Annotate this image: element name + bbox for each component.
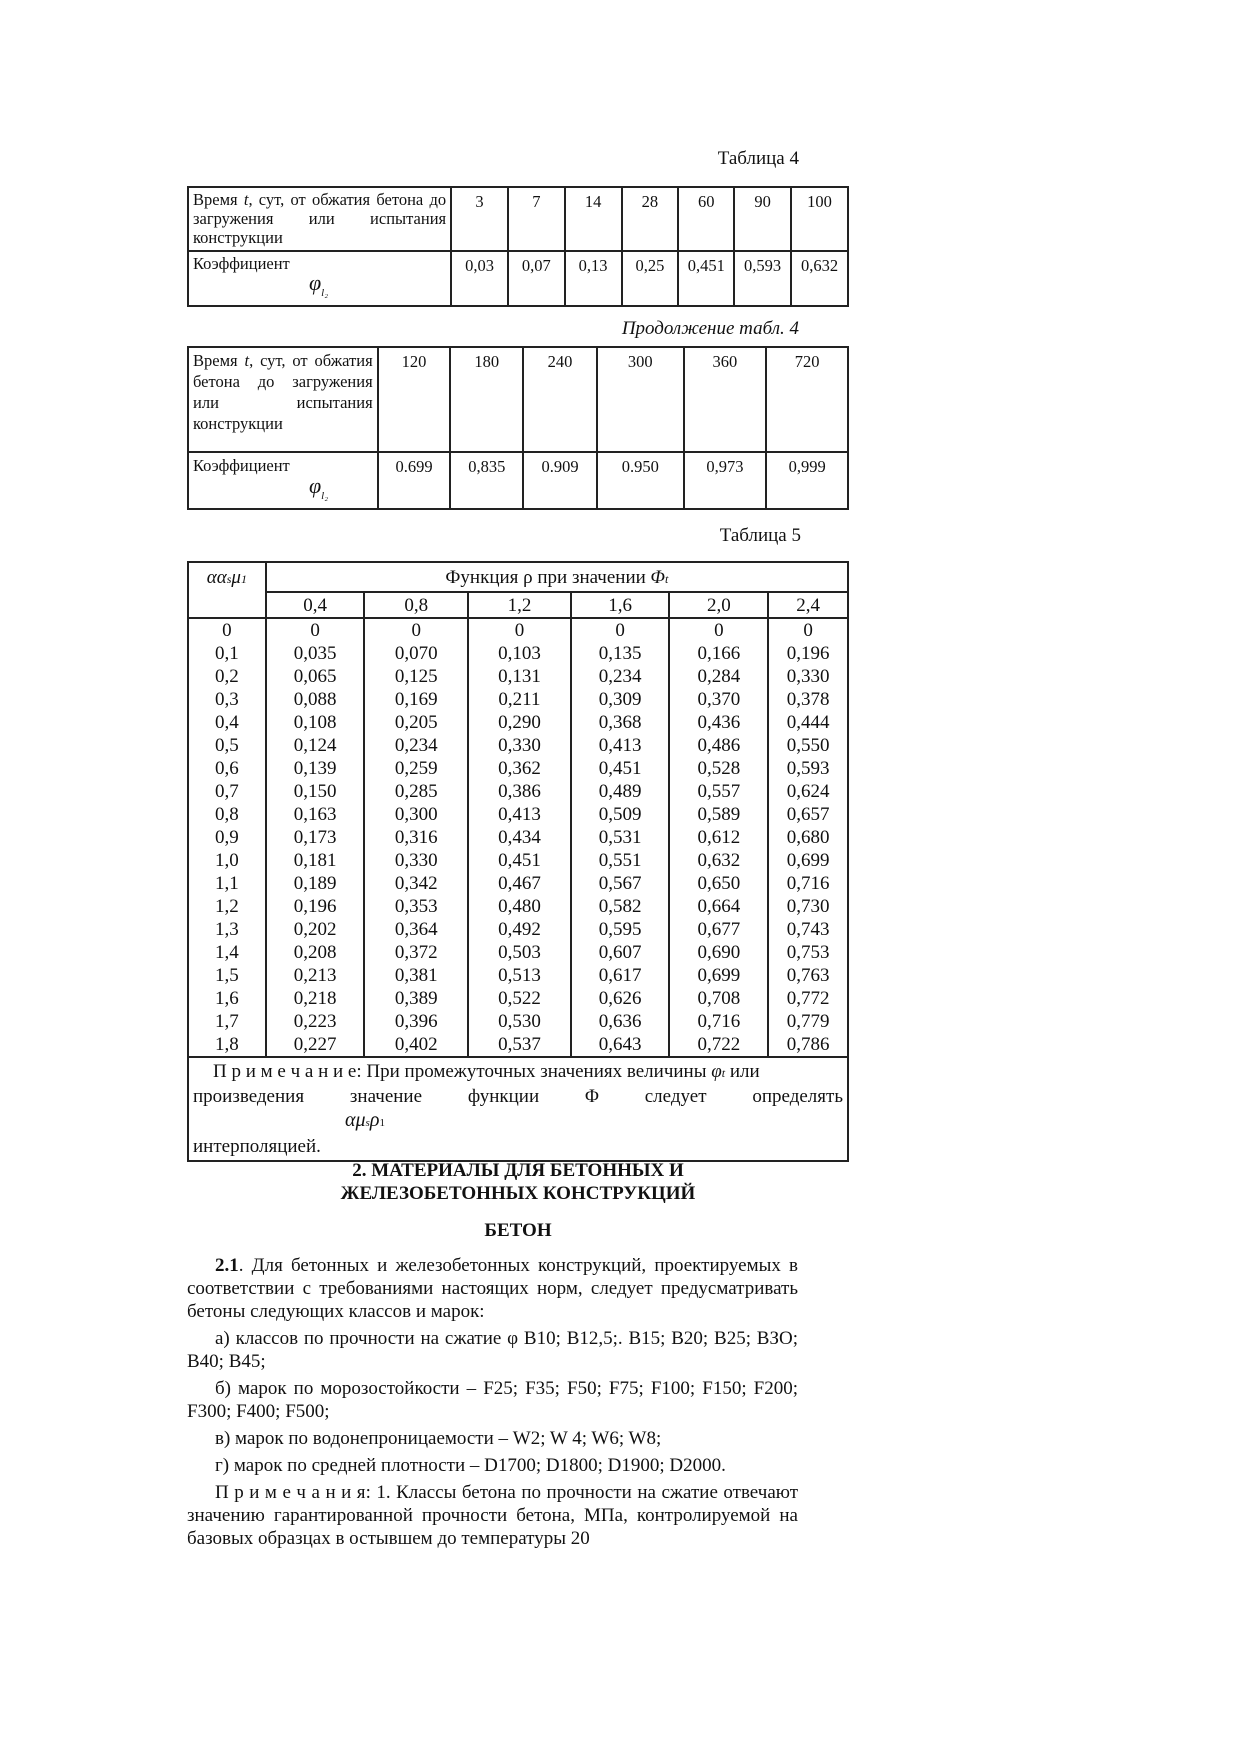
- table5-cell: 0,402: [394, 1034, 438, 1055]
- phi-symbol: φ: [309, 270, 322, 295]
- table5-cell: 1,2: [215, 896, 239, 917]
- table5-phi-value: 1,6: [571, 592, 670, 618]
- paragraph-water: в) марок по водонепроницаемости – W2; W 4; W6; W8;: [215, 1428, 662, 1449]
- table5-caption: Таблица 5: [719, 525, 801, 546]
- table4-time-cell: 7: [508, 187, 565, 251]
- table5-cell: 0,381: [394, 965, 438, 986]
- table5-cell: 0,5: [215, 735, 239, 756]
- table5-value-column: [768, 618, 848, 1057]
- table5-cell: 1,5: [215, 965, 239, 986]
- table5-cell: 0,035: [293, 643, 337, 664]
- table5-cell: 0,353: [394, 896, 438, 917]
- table4-coef-cell: 0,593: [734, 251, 791, 306]
- table5-cell: 0,772: [786, 988, 830, 1009]
- table5-function-header: Функция ρ при значении Φt: [266, 562, 848, 592]
- table4-time-cell: 14: [565, 187, 622, 251]
- table5-cell: 0,509: [598, 804, 642, 825]
- table5-cell: 0,163: [293, 804, 337, 825]
- table5-value-column: [364, 618, 468, 1057]
- table5-cell: 0,205: [394, 712, 438, 733]
- table5-cell: 0,386: [498, 781, 541, 802]
- table5-value-column: [669, 618, 768, 1057]
- section-heading: 2. МАТЕРИАЛЫ ДЛЯ БЕТОННЫХ И ЖЕЛЕЗОБЕТОННЫХ КОНСТРУКЦИЙ: [340, 1160, 696, 1204]
- table4-time-cell: 100: [791, 187, 848, 251]
- table4-coef-cell: 0,07: [508, 251, 565, 306]
- table5-cell: 0,9: [215, 827, 239, 848]
- paragraph-frost: б) марок по морозостойкости – F25; F35; F50; F75; F100; F150; F200; F300; F400; F500;: [187, 1378, 798, 1422]
- table5-cell: 0,528: [697, 758, 741, 779]
- table4-time-cell: 3: [451, 187, 508, 251]
- table5-cell: 0,202: [293, 919, 337, 940]
- table5-cell: 0,342: [394, 873, 438, 894]
- table5-cell: 0,330: [498, 735, 541, 756]
- table5-cell: 0,557: [697, 781, 741, 802]
- table4-cont-coef-cell: 0,999: [766, 452, 848, 509]
- table5-cell: 0,444: [786, 712, 830, 733]
- table4-coef-cell: 0,632: [791, 251, 848, 306]
- table5-cell: 0,330: [786, 666, 830, 687]
- table5-cell: 0,4: [215, 712, 239, 733]
- table5-cell: 0,135: [598, 643, 642, 664]
- table5-cell: 0,169: [394, 689, 438, 710]
- table5-cell: 0,139: [293, 758, 337, 779]
- table5-cell: 0,690: [697, 942, 741, 963]
- table4: [187, 186, 849, 307]
- table4-cont-caption: Продолжение табл. 4: [621, 318, 799, 339]
- table5-cell: 0,492: [498, 919, 541, 940]
- table5-cell: 0,664: [697, 896, 741, 917]
- table5-note: П р и м е ч а н и е: При промежуточных значениях величины φt или произведения значение функции Φ следует определять αμsρ1 интерполяцией.: [188, 1057, 848, 1161]
- table5-cell: 0,632: [697, 850, 741, 871]
- table5-cell: 0,316: [394, 827, 438, 848]
- table5-cell: 0,612: [697, 827, 741, 848]
- table5-phi-value: 1,2: [468, 592, 571, 618]
- table5-cell: 0,530: [498, 1011, 541, 1032]
- table4-cont-coef-cell: 0.909: [523, 452, 597, 509]
- section-subheading: БЕТОН: [484, 1220, 552, 1241]
- table4-time-cell: 28: [622, 187, 679, 251]
- table5-cell: 0,070: [394, 643, 438, 664]
- table4-coef-label: Коэффициент $\varphi_{l_2}$: [188, 251, 451, 306]
- table5-cell: 0,173: [293, 827, 337, 848]
- table5-cell: 0,480: [498, 896, 541, 917]
- table5-cell: 0,234: [394, 735, 438, 756]
- table5-cell: 0,657: [786, 804, 830, 825]
- table5-phi-value: 0,8: [364, 592, 468, 618]
- table5-cell: 0,284: [697, 666, 741, 687]
- table5-cell: 0,699: [697, 965, 741, 986]
- table5-cell: 0,522: [498, 988, 541, 1009]
- table4-cont-coef-cell: 0.699: [378, 452, 451, 509]
- table5-cell: 0,189: [293, 873, 337, 894]
- table5-body: [188, 618, 848, 1057]
- table5-cell: 0,7: [215, 781, 239, 802]
- table5-corner-blank: [188, 592, 266, 618]
- table5-value-column: [468, 618, 571, 1057]
- table5-cell: 0,131: [498, 666, 541, 687]
- table5-value-column: [571, 618, 670, 1057]
- table5-cell: 0,285: [394, 781, 438, 802]
- table5-cell: 0,467: [498, 873, 541, 894]
- table4-cont-time-cell: 240: [523, 347, 597, 452]
- table5-cell: 0,166: [697, 643, 741, 664]
- table4-cont-time-cell: 180: [450, 347, 523, 452]
- table5-cell: 0,389: [394, 988, 438, 1009]
- table5-cell: 0,181: [293, 850, 337, 871]
- table4-time-label: Время t, сут, от обжатия бетона до загружения или испытания конструкции: [188, 187, 451, 251]
- table5-cell: 0,309: [598, 689, 642, 710]
- table5-cell: 0,300: [394, 804, 438, 825]
- table5-cell: 0,378: [786, 689, 830, 710]
- table5-cell: 0,434: [498, 827, 541, 848]
- table5-cell: 1,3: [215, 919, 239, 940]
- body-text: [187, 1254, 798, 1550]
- table4-cont-coef-cell: 0,973: [684, 452, 767, 509]
- table5-cell: 0,213: [293, 965, 337, 986]
- table5-cell: 0,617: [598, 965, 642, 986]
- table5-cell: 0,218: [293, 988, 337, 1009]
- table5-cell: 0,290: [498, 712, 541, 733]
- table5-cell: 0,699: [786, 850, 830, 871]
- table5-phi-value: 0,4: [266, 592, 365, 618]
- table4-coef-cell: 0,13: [565, 251, 622, 306]
- table5-cell: 0,607: [598, 942, 642, 963]
- table5-cell: 0: [411, 620, 422, 641]
- table5-cell: 0,3: [215, 689, 239, 710]
- table5-cell: 0: [803, 620, 813, 641]
- table4-cont-coef-label: Коэффициент $\varphi_{l_2}$: [188, 452, 378, 509]
- paragraph-notes: П р и м е ч а н и я: 1. Классы бетона по прочности на сжатие отвечают значению гарантированной прочности бетона, МПа, контролируемой на базовых образцах в остывшем до температуры 20: [187, 1482, 798, 1549]
- table5-cell: 0,223: [293, 1011, 337, 1032]
- table5-cell: 0,531: [598, 827, 642, 848]
- table5-cell: 0,595: [598, 919, 642, 940]
- table5-cell: 0,208: [293, 942, 337, 963]
- table5-cell: 0,124: [293, 735, 337, 756]
- table5-cell: 0,513: [498, 965, 541, 986]
- table5-cell: 1,8: [215, 1034, 239, 1055]
- table5-cell: 0,582: [598, 896, 642, 917]
- table5-cell: 0,743: [786, 919, 830, 940]
- table5-corner-header: ααsμ1: [188, 562, 266, 592]
- table5-cell: 0,125: [394, 666, 438, 687]
- table5-cell: 0,451: [498, 850, 541, 871]
- table5-cell: 0,567: [598, 873, 642, 894]
- table4-continuation: [187, 346, 849, 510]
- table5-cell: 0,259: [394, 758, 438, 779]
- table5-cell: 0,088: [293, 689, 337, 710]
- table5-cell: 0,753: [786, 942, 830, 963]
- table5-cell: 0,680: [786, 827, 830, 848]
- table5-cell: 1,0: [215, 850, 239, 871]
- table5-cell: 0,1: [215, 643, 239, 664]
- table5-cell: 0,103: [498, 643, 541, 664]
- table4-cont-time-cell: 720: [766, 347, 848, 452]
- table5-cell: 0,370: [697, 689, 741, 710]
- table5-cell: 0,763: [786, 965, 830, 986]
- table5-cell: 0,550: [786, 735, 830, 756]
- table4-time-cell: 60: [678, 187, 734, 251]
- table5-cell: 0,330: [394, 850, 438, 871]
- table5-phi-value: 2,4: [768, 592, 848, 618]
- table5: [187, 561, 849, 1162]
- table4-cont-coef-cell: 0,835: [450, 452, 523, 509]
- table5-cell: 0,722: [697, 1034, 741, 1055]
- paragraph-2-1: 2.1. Для бетонных и железобетонных конструкций, проектируемых в соответствии с требованиями настоящих норм, следует предусматривать бетоны следующих классов и марок:: [187, 1255, 798, 1322]
- table5-cell: 0,2: [215, 666, 239, 687]
- table5-cell: 0,643: [598, 1034, 642, 1055]
- table5-cell: 0: [310, 620, 320, 641]
- table4-time-cell: 90: [734, 187, 791, 251]
- table4-coef-cell: 0,25: [622, 251, 679, 306]
- table4-cont-time-cell: 120: [378, 347, 451, 452]
- table4-coef-cell: 0,451: [678, 251, 734, 306]
- table5-cell: 0,227: [293, 1034, 337, 1055]
- table5-cell: 0,589: [697, 804, 741, 825]
- table5-cell: 0,108: [293, 712, 337, 733]
- table5-cell: 0,211: [498, 689, 541, 710]
- table5-cell: 0,650: [697, 873, 741, 894]
- table5-cell: 0,196: [786, 643, 830, 664]
- table5-cell: 0,396: [394, 1011, 438, 1032]
- paragraph-density: г) марок по средней плотности – D1700; D1800; D1900; D2000.: [215, 1455, 726, 1476]
- table5-cell: 0,234: [598, 666, 642, 687]
- table5-cell: 1,6: [215, 988, 239, 1009]
- table5-cell: 1,7: [215, 1011, 239, 1032]
- table5-value-column: [266, 618, 365, 1057]
- table5-cell: 0,413: [498, 804, 541, 825]
- table5-cell: 1,1: [215, 873, 239, 894]
- table5-cell: 0,413: [598, 735, 642, 756]
- table5-cell: 0: [615, 620, 625, 641]
- table4-cont-time-cell: 300: [597, 347, 684, 452]
- table5-phi-value: 2,0: [669, 592, 768, 618]
- table5-cell: 0,503: [498, 942, 541, 963]
- table4-cont-time-label: Время t, сут, от обжатия бетона до загружения или испытания конструкции: [188, 347, 378, 452]
- table5-argument-column: [188, 618, 266, 1057]
- table5-cell: 0,196: [293, 896, 337, 917]
- table5-cell: 0,779: [786, 1011, 830, 1032]
- table5-cell: 0,6: [215, 758, 239, 779]
- table5-cell: 1,4: [215, 942, 239, 963]
- table4-coef-cell: 0,03: [451, 251, 508, 306]
- table5-cell: 0,451: [598, 758, 642, 779]
- table5-cell: 0,716: [697, 1011, 741, 1032]
- table5-cell: 0,636: [598, 1011, 642, 1032]
- table5-cell: 0,551: [598, 850, 642, 871]
- table5-cell: 0,489: [598, 781, 642, 802]
- table5-cell: 0,8: [215, 804, 239, 825]
- table5-cell: 0: [222, 620, 232, 641]
- phi-symbol: φ: [309, 473, 322, 498]
- table5-phi-values-row: [188, 592, 848, 618]
- table5-cell: 0,150: [293, 781, 337, 802]
- table5-cell: 0,537: [498, 1034, 541, 1055]
- table5-cell: 0,436: [697, 712, 741, 733]
- table5-cell: 0,368: [598, 712, 642, 733]
- table5-cell: 0,786: [786, 1034, 830, 1055]
- table5-cell: 0,364: [394, 919, 438, 940]
- table5-cell: 0,372: [394, 942, 438, 963]
- paragraph-classes: а) классов по прочности на сжатие φ В10; В12,5;. В15; В20; В25; ВЗО; В40; В45;: [187, 1328, 798, 1372]
- table4-caption: Таблица 4: [717, 148, 799, 169]
- table5-cell: 0,730: [786, 896, 830, 917]
- table4-cont-coef-cell: 0.950: [597, 452, 684, 509]
- table5-cell: 0,716: [786, 873, 830, 894]
- table4-cont-time-cell: 360: [684, 347, 767, 452]
- table5-cell: 0,626: [598, 988, 642, 1009]
- table5-cell: 0,708: [697, 988, 741, 1009]
- table5-cell: 0: [714, 620, 724, 641]
- table5-cell: 0,677: [697, 919, 741, 940]
- table5-cell: 0,624: [786, 781, 830, 802]
- table5-cell: 0,065: [293, 666, 337, 687]
- table5-cell: 0: [514, 620, 525, 641]
- table5-cell: 0,362: [498, 758, 541, 779]
- table5-cell: 0,593: [786, 758, 830, 779]
- table5-cell: 0,486: [697, 735, 741, 756]
